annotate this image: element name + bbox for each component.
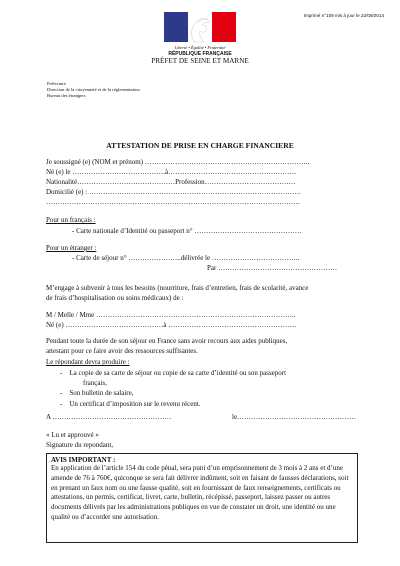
engagement-line-2: de frais d’hospitalisation ou soins médicaux) de : — [46, 294, 184, 302]
list-item-text: La copie de sa carte de séjour ou copie de sa carte d’identité ou son passeport — [69, 369, 287, 377]
identity-nationality-field: Nationalité……………………………………Profession………………………………… — [46, 178, 296, 186]
bullet-dash: - — [60, 369, 70, 377]
beneficiary-name-field: M / Melle / Mme ………………………………………………………………………….. — [46, 311, 296, 319]
pieces-list — [60, 368, 286, 409]
list-item — [60, 399, 286, 409]
duree-line-2: attestant pour ce faire avoir des ressources suffisantes. — [46, 347, 198, 355]
beneficiary-birth-field: Né (e) ……………………………………à ………………………………………………. — [46, 321, 297, 329]
carte-sejour-field: - Carte de séjour n° …………………..délivrée le ……………………………….. — [72, 254, 300, 262]
list-item-text: Un certificat d’imposition sur le revenu récent. — [69, 399, 201, 408]
list-item-text: Son bulletin de salaire, — [69, 389, 134, 398]
bullet-dash: - — [60, 399, 70, 408]
list-item — [60, 368, 286, 378]
republique-francaise: RÉPUBLIQUE FRANÇAISE — [168, 51, 232, 57]
list-item-continuation: français, — [83, 379, 107, 388]
signature-label: Signature du repondant, — [46, 441, 114, 449]
identity-name-field: Je soussigné (e) (NOM et prénom) …………………………………………………………….. — [46, 158, 310, 166]
pieces-heading: Le répondant devra produire : — [46, 358, 130, 366]
prefet-title: PRÉFET DE SEINE ET MARNE — [151, 57, 249, 65]
identity-birth-field: Né (e) le ………………………………….à………………………………………………. — [46, 168, 296, 176]
cni-passport-field: - Carte nationale d’Identité ou passeport n° ………………………………………. — [72, 227, 302, 235]
identity-domicile-field: Domicilié (e) : ………………………………………………………………………………. — [46, 188, 301, 196]
list-item — [60, 388, 286, 398]
delivree-par-field: Par …………………………………………… — [207, 264, 338, 272]
admin-line-1: Préfecture — [47, 81, 66, 86]
lieu-field: A …………………………………………… — [46, 413, 172, 421]
marianne-logo-icon — [164, 9, 236, 49]
avis-body: En application de l’article 154 du code pénal, sera puni d’un emprisonnement de 3 mois à 2 ans et d’une amende de 76 à 760€, quiconque se sera fait délivrer indûment, soit en faisant de fausses déclarations, soit en prenant un faux nom ou une fausse qualité, soit en fournissant de faux renseignements, certificats ou attestations, un permis, certificat, livret, carte, bulletin, récépissé, passeport, laissez passer ou autres documents délivrés par les administrations publiques en vue de constater un droit, une identité ou une qualité ou d’accorder une autorisation. — [51, 464, 349, 521]
document-title: ATTESTATION DE PRISE EN CHARGE FINANCIERE — [106, 141, 294, 150]
francais-heading: Pour un français : — [46, 216, 96, 224]
bullet-dash: - — [60, 389, 70, 398]
date-field: le…………………………………………… — [232, 413, 357, 421]
admin-line-2: Direction de la citoyenneté et de la réglementation — [47, 87, 140, 92]
lu-approuve: « Lu et approuvé » — [46, 431, 99, 439]
identity-domicile-field-2: ………………………………………………………………………………………………. — [46, 198, 300, 206]
avis-important-box — [46, 453, 358, 543]
engagement-line-1: M’engage à subvenir à tous les besoins (nourriture, frais d’entretien, frais de scolarité, avance — [46, 284, 309, 292]
duree-line-1: Pendant toute la durée de son séjour en France sans avoir recours aux aides publiques, — [46, 337, 288, 345]
admin-line-3: Bureau des étrangers — [47, 93, 86, 98]
avis-heading: AVIS IMPORTANT : — [51, 456, 116, 464]
etranger-heading: Pour un étranger : — [46, 244, 97, 252]
form-number: Imprimé n°109 mis à jour le 22/09/2014 — [303, 13, 384, 18]
motto: Liberté • Égalité • Fraternité — [174, 45, 226, 50]
